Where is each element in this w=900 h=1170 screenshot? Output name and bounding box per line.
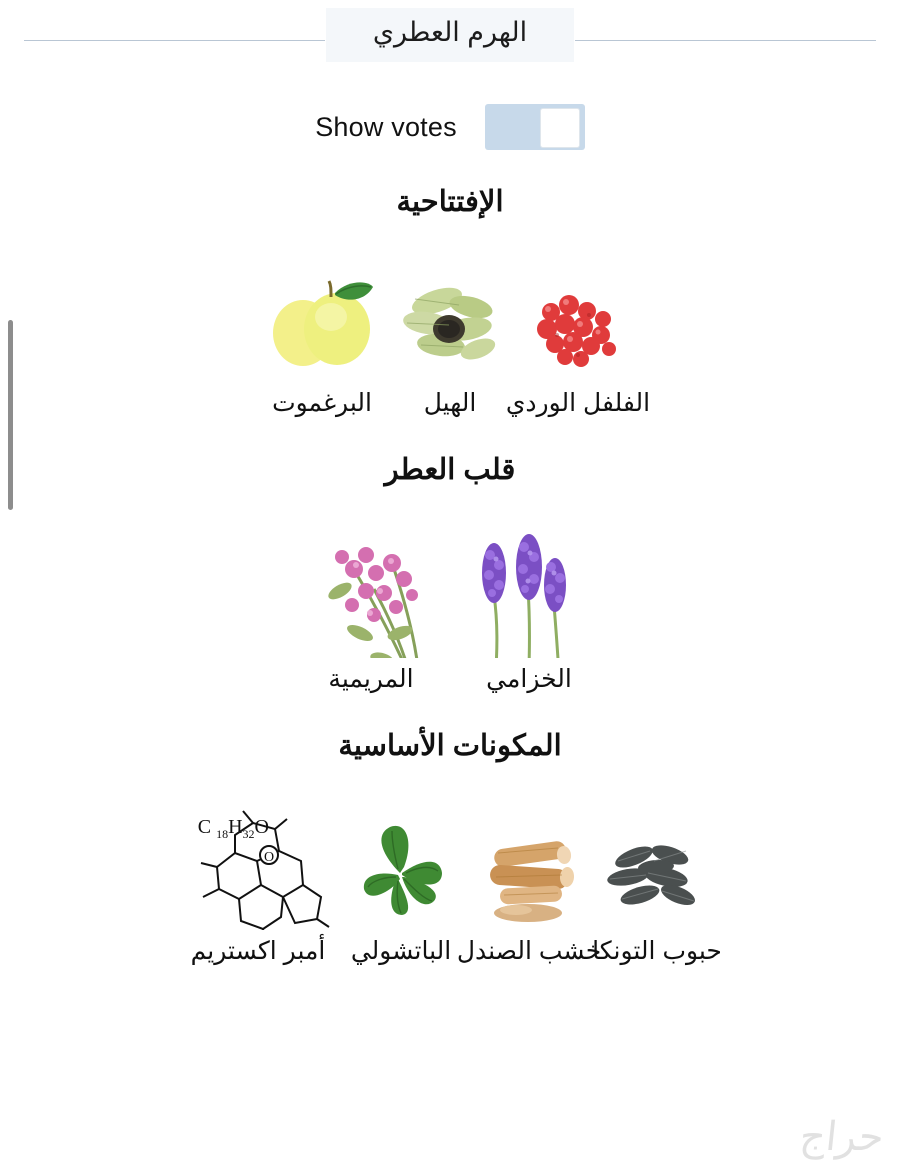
note-label: أمبر اكستريم <box>190 937 326 965</box>
page-title: الهرم العطري <box>372 17 528 48</box>
bergamot-icon <box>265 267 380 382</box>
note-item[interactable] <box>456 815 602 966</box>
lavender-icon <box>454 533 604 658</box>
note-label: البرغموت <box>272 389 372 417</box>
amber-formula-icon <box>183 805 333 930</box>
note-label: الخزامي <box>486 665 572 693</box>
note-item[interactable] <box>341 815 461 966</box>
note-label: حبوب التونكا <box>592 937 722 965</box>
note-item[interactable] <box>296 533 446 694</box>
note-item[interactable] <box>183 805 333 966</box>
sage-icon <box>296 533 446 658</box>
note-label: خشب الصندل <box>456 937 602 965</box>
note-label: الباتشولي <box>350 937 452 965</box>
page-header <box>0 0 900 70</box>
section-title-top: الإفتتاحية <box>396 186 504 218</box>
section-base-notes <box>0 728 900 966</box>
note-item[interactable] <box>592 815 722 966</box>
show-votes-toggle[interactable] <box>485 104 585 150</box>
page-title-box <box>325 7 575 63</box>
note-item[interactable] <box>390 267 510 418</box>
patchouli-icon <box>344 815 459 930</box>
show-votes-label: Show votes <box>315 111 457 142</box>
watermark: حراج <box>797 1114 887 1160</box>
section-title-heart: قلب العطر <box>384 454 516 486</box>
svg-text:C 18H32O: C $_{18}H_{32}O$ <box>197 816 269 841</box>
svg-text:O: O <box>263 850 275 865</box>
section-title-base: المكونات الأساسية <box>338 730 562 762</box>
note-label: الفلفل الوردي <box>505 389 651 417</box>
notes-row-heart <box>0 533 900 694</box>
pink-pepper-icon <box>521 267 636 382</box>
sandalwood-icon <box>472 815 587 930</box>
cardamom-icon <box>393 267 508 382</box>
show-votes-row <box>0 104 900 150</box>
note-item[interactable] <box>505 267 651 418</box>
notes-row-top <box>0 267 900 418</box>
note-label: المريمية <box>328 665 414 693</box>
section-heart-notes <box>0 452 900 694</box>
note-label: الهيل <box>423 389 477 417</box>
notes-row-base <box>0 805 900 966</box>
toggle-knob <box>540 108 580 148</box>
note-item[interactable] <box>454 533 604 694</box>
tonka-beans-icon <box>600 815 715 930</box>
vertical-scrollbar[interactable] <box>8 320 13 510</box>
section-top-notes <box>0 184 900 418</box>
note-item[interactable] <box>262 267 382 418</box>
